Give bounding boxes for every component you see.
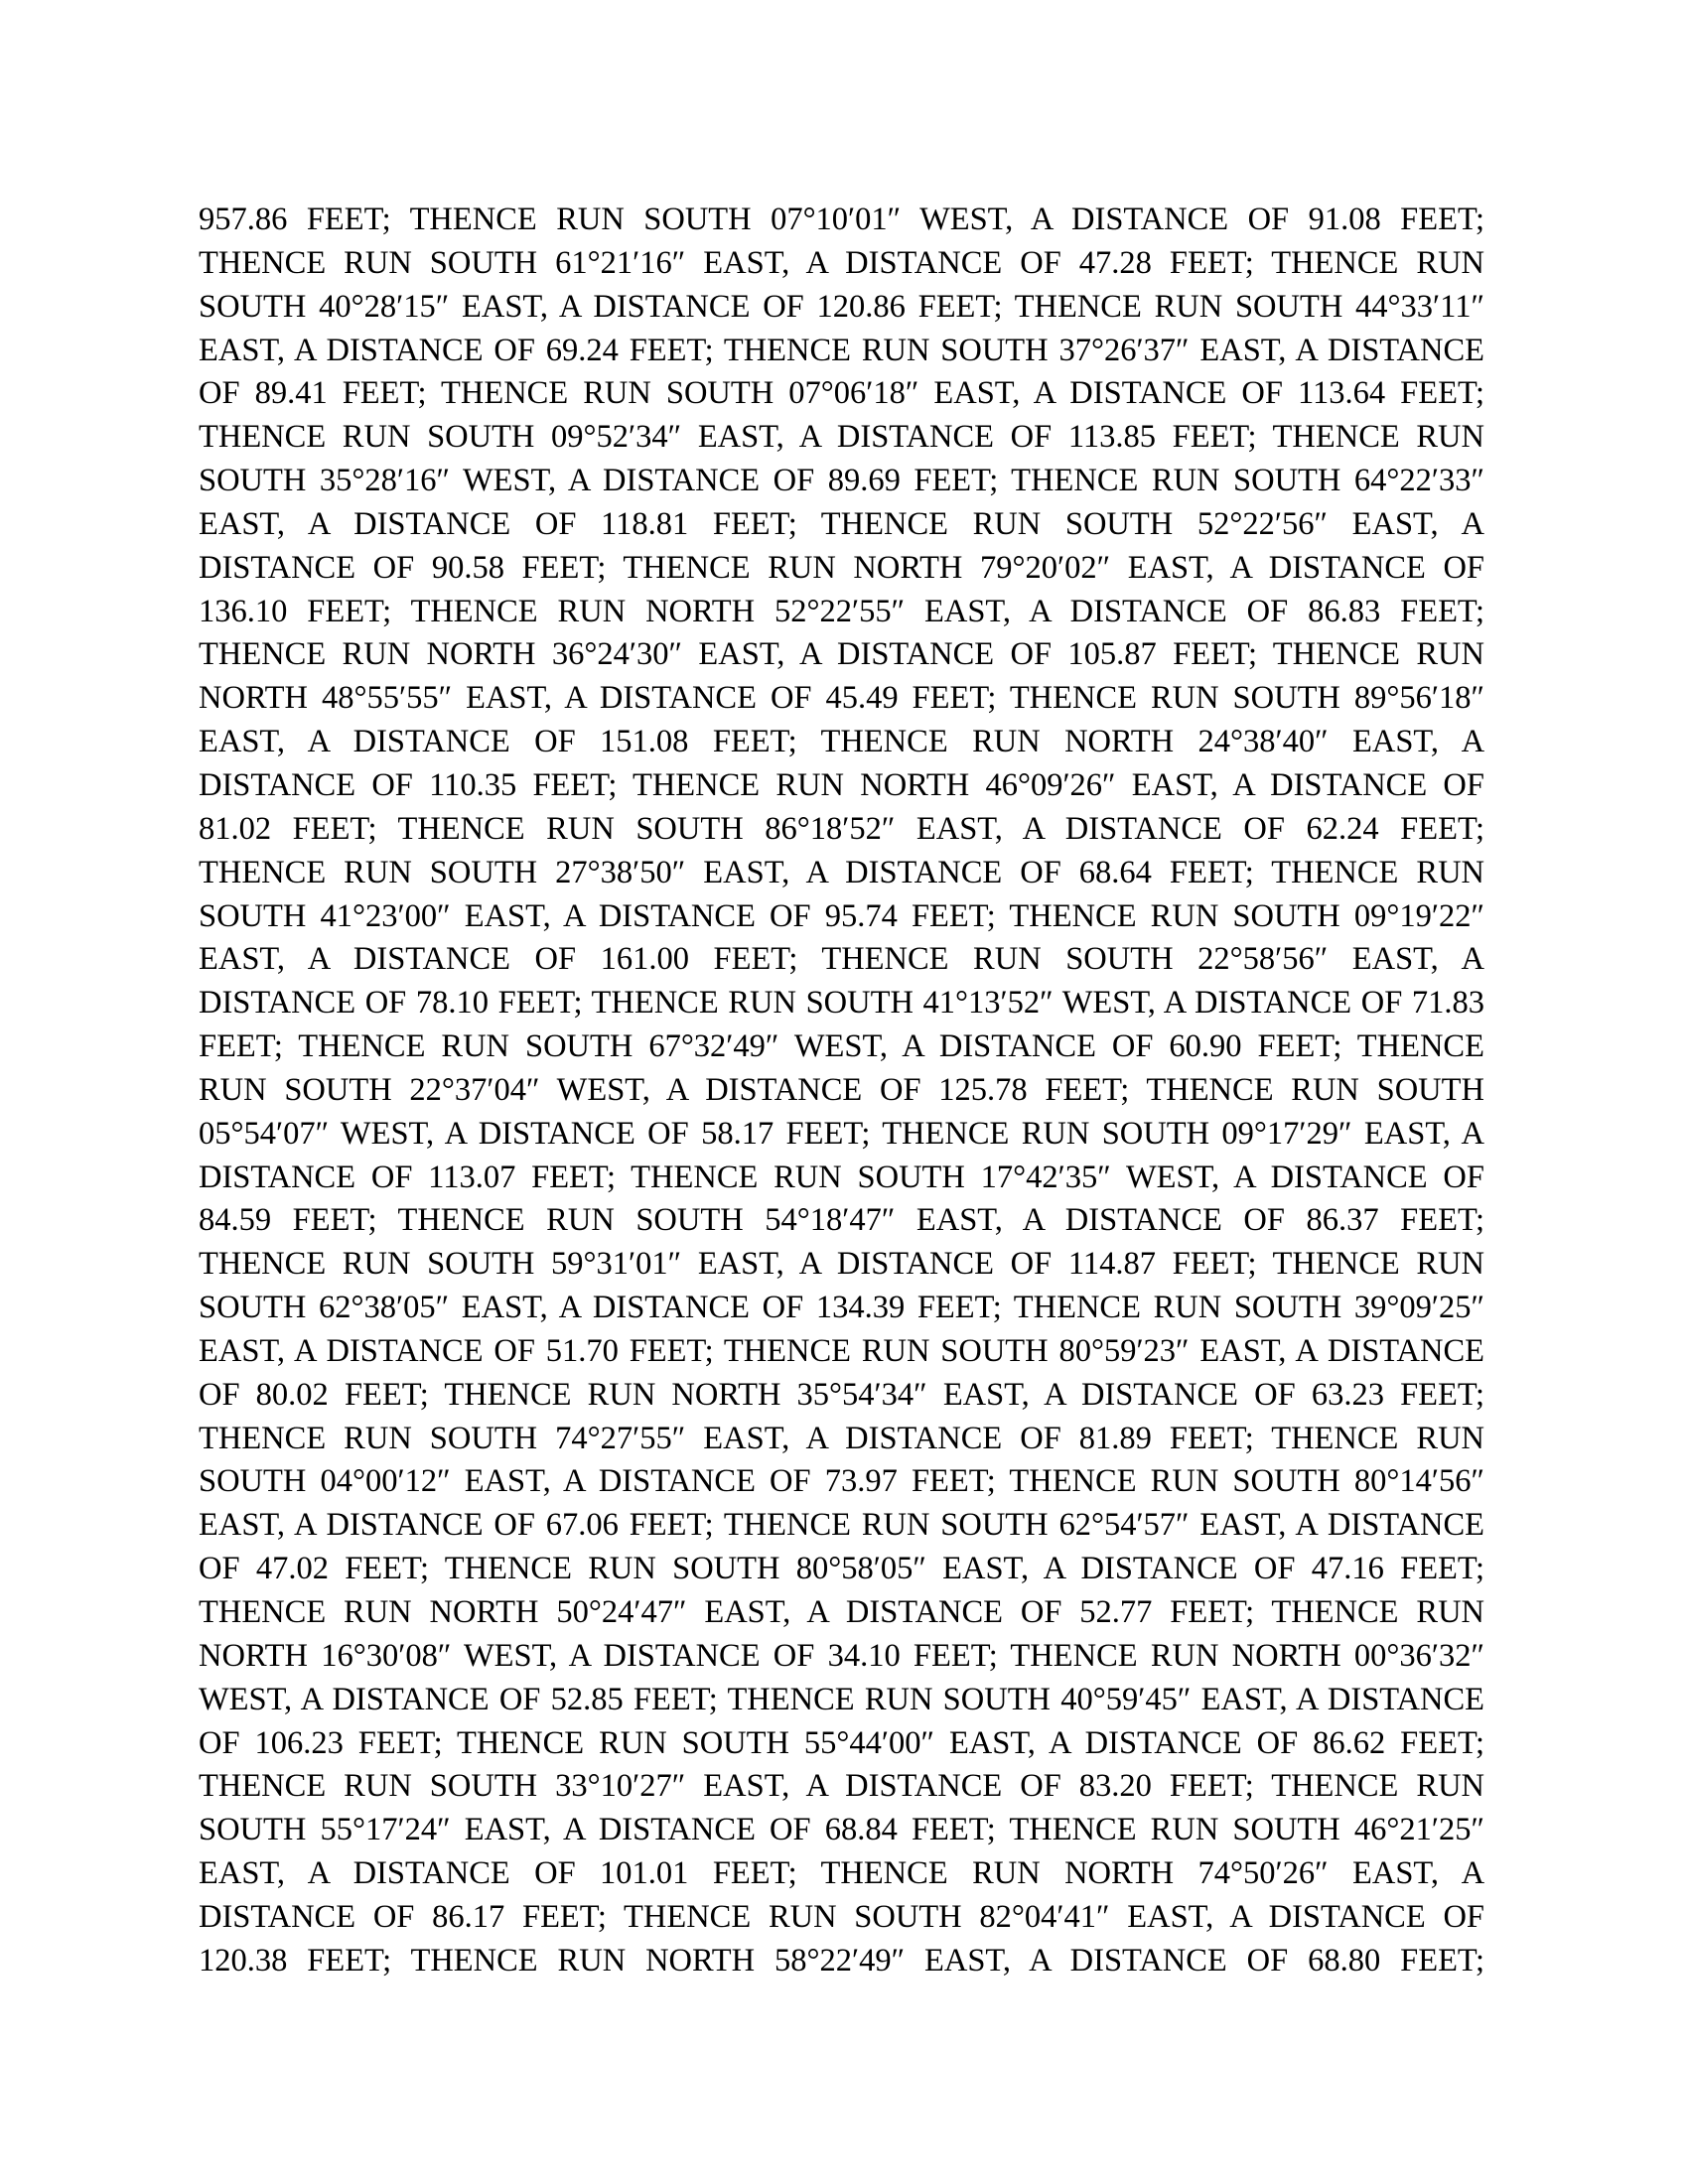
text-line: NORTH 16°30′08″ WEST, A DISTANCE OF 34.10 FEET; THENCE RUN NORTH 00°36′32″	[199, 1637, 1485, 1674]
text-line: THENCE RUN SOUTH 09°52′34″ EAST, A DISTANCE OF 113.85 FEET; THENCE RUN	[199, 419, 1484, 456]
text-line: DISTANCE OF 86.17 FEET; THENCE RUN SOUTH 82°04′41″ EAST, A DISTANCE OF	[199, 1898, 1484, 1935]
text-line: EAST, A DISTANCE OF 118.81 FEET; THENCE RUN SOUTH 52°22′56″ EAST, A	[199, 505, 1484, 542]
text-line: 81.02 FEET; THENCE RUN SOUTH 86°18′52″ EAST, A DISTANCE OF 62.24 FEET;	[199, 810, 1485, 847]
text-line: DISTANCE OF 90.58 FEET; THENCE RUN NORTH 79°20′02″ EAST, A DISTANCE OF	[199, 549, 1484, 586]
text-line: EAST, A DISTANCE OF 151.08 FEET; THENCE RUN NORTH 24°38′40″ EAST, A	[199, 724, 1485, 760]
text-line: THENCE RUN NORTH 50°24′47″ EAST, A DISTANCE OF 52.77 FEET; THENCE RUN	[199, 1594, 1485, 1630]
text-line: NORTH 48°55′55″ EAST, A DISTANCE OF 45.49 FEET; THENCE RUN SOUTH 89°56′18″	[199, 680, 1485, 717]
text-line: THENCE RUN SOUTH 74°27′55″ EAST, A DISTANCE OF 81.89 FEET; THENCE RUN	[199, 1420, 1485, 1456]
text-line: 957.86 FEET; THENCE RUN SOUTH 07°10′01″ WEST, A DISTANCE OF 91.08 FEET;	[199, 202, 1485, 237]
text-line: OF 47.02 FEET; THENCE RUN SOUTH 80°58′05″ EAST, A DISTANCE OF 47.16 FEET;	[199, 1551, 1484, 1587]
text-line: EAST, A DISTANCE OF 67.06 FEET; THENCE RUN SOUTH 62°54′57″ EAST, A DISTANCE	[199, 1507, 1484, 1544]
text-line: OF 80.02 FEET; THENCE RUN NORTH 35°54′34″ EAST, A DISTANCE OF 63.23 FEET;	[199, 1376, 1484, 1413]
text-line: SOUTH 62°38′05″ EAST, A DISTANCE OF 134.39 FEET; THENCE RUN SOUTH 39°09′25″	[199, 1290, 1484, 1326]
text-line: OF 89.41 FEET; THENCE RUN SOUTH 07°06′18″ EAST, A DISTANCE OF 113.64 FEET;	[199, 375, 1485, 412]
text-line: DISTANCE OF 110.35 FEET; THENCE RUN NORTH 46°09′26″ EAST, A DISTANCE OF	[199, 766, 1484, 803]
text-line: SOUTH 04°00′12″ EAST, A DISTANCE OF 73.97 FEET; THENCE RUN SOUTH 80°14′56″	[199, 1463, 1485, 1500]
text-line: EAST, A DISTANCE OF 69.24 FEET; THENCE RUN SOUTH 37°26′37″ EAST, A DISTANCE	[199, 332, 1484, 368]
text-line: SOUTH 41°23′00″ EAST, A DISTANCE OF 95.74 FEET; THENCE RUN SOUTH 09°19′22″	[199, 897, 1485, 934]
text-line: DISTANCE OF 78.10 FEET; THENCE RUN SOUTH 41°13′52″ WEST, A DISTANCE OF 71.83	[199, 985, 1485, 1022]
text-line: SOUTH 40°28′15″ EAST, A DISTANCE OF 120.86 FEET; THENCE RUN SOUTH 44°33′11″	[199, 288, 1484, 325]
text-line: 120.38 FEET; THENCE RUN NORTH 58°22′49″ EAST, A DISTANCE OF 68.80 FEET;	[199, 1942, 1485, 1979]
text-line: OF 106.23 FEET; THENCE RUN SOUTH 55°44′00″ EAST, A DISTANCE OF 86.62 FEET;	[199, 1724, 1485, 1761]
text-line: EAST, A DISTANCE OF 51.70 FEET; THENCE RUN SOUTH 80°59′23″ EAST, A DISTANCE	[199, 1332, 1484, 1369]
text-line: SOUTH 55°17′24″ EAST, A DISTANCE OF 68.84 FEET; THENCE RUN SOUTH 46°21′25″	[199, 1812, 1485, 1848]
legal-description-body	[199, 199, 1484, 1983]
text-line: WEST, A DISTANCE OF 52.85 FEET; THENCE RUN SOUTH 40°59′45″ EAST, A DISTANCE	[199, 1681, 1485, 1717]
text-line: THENCE RUN NORTH 36°24′30″ EAST, A DISTANCE OF 105.87 FEET; THENCE RUN	[199, 636, 1484, 673]
text-line: THENCE RUN SOUTH 61°21′16″ EAST, A DISTANCE OF 47.28 FEET; THENCE RUN	[199, 244, 1485, 281]
text-line: THENCE RUN SOUTH 27°38′50″ EAST, A DISTANCE OF 68.64 FEET; THENCE RUN	[199, 854, 1485, 890]
text-line: RUN SOUTH 22°37′04″ WEST, A DISTANCE OF 125.78 FEET; THENCE RUN SOUTH	[199, 1071, 1484, 1108]
text-line: THENCE RUN SOUTH 59°31′01″ EAST, A DISTANCE OF 114.87 FEET; THENCE RUN	[199, 1246, 1484, 1283]
text-line: DISTANCE OF 113.07 FEET; THENCE RUN SOUTH 17°42′35″ WEST, A DISTANCE OF	[199, 1159, 1484, 1195]
text-line: 136.10 FEET; THENCE RUN NORTH 52°22′55″ EAST, A DISTANCE OF 86.83 FEET;	[199, 593, 1485, 629]
text-line: EAST, A DISTANCE OF 161.00 FEET; THENCE RUN SOUTH 22°58′56″ EAST, A	[199, 941, 1484, 978]
text-line: THENCE RUN SOUTH 33°10′27″ EAST, A DISTANCE OF 83.20 FEET; THENCE RUN	[199, 1768, 1485, 1805]
text-line: SOUTH 35°28′16″ WEST, A DISTANCE OF 89.69 FEET; THENCE RUN SOUTH 64°22′33″	[199, 463, 1485, 499]
text-line: 84.59 FEET; THENCE RUN SOUTH 54°18′47″ EAST, A DISTANCE OF 86.37 FEET;	[199, 1202, 1485, 1239]
text-line: 05°54′07″ WEST, A DISTANCE OF 58.17 FEET; THENCE RUN SOUTH 09°17′29″ EAST, A	[199, 1115, 1484, 1152]
text-line: FEET; THENCE RUN SOUTH 67°32′49″ WEST, A DISTANCE OF 60.90 FEET; THENCE	[199, 1028, 1484, 1065]
text-line: EAST, A DISTANCE OF 101.01 FEET; THENCE RUN NORTH 74°50′26″ EAST, A	[199, 1855, 1485, 1892]
